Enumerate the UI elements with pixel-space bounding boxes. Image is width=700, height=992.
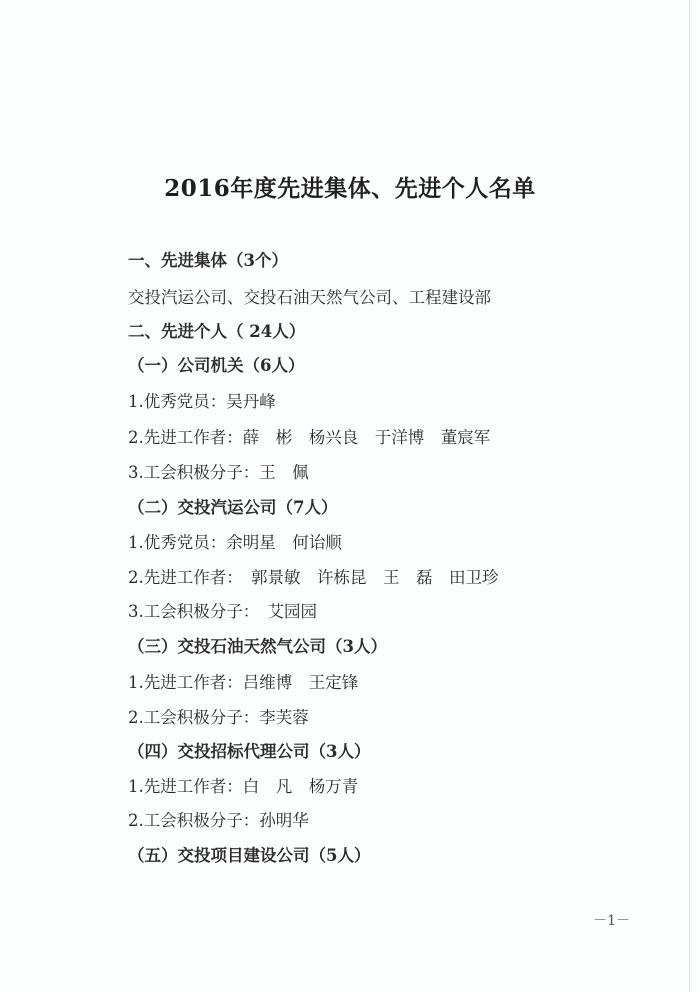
section-heading-individuals: 二、先进个人（ 24人） bbox=[128, 322, 306, 341]
list-item: 2.工会积极分子：李芙蓉 bbox=[128, 708, 309, 727]
page-number: －1－ bbox=[593, 913, 630, 929]
collectives-list: 交投汽运公司、交投石油天然气公司、工程建设部 bbox=[128, 288, 491, 307]
list-item: 2.先进工作者：薛 彬 杨兴良 于洋博 董宸军 bbox=[128, 428, 491, 447]
list-item: 1.优秀党员：吴丹峰 bbox=[128, 392, 276, 411]
subsection-heading-company-office: （一）公司机关（6人） bbox=[128, 356, 305, 375]
list-item: 1.先进工作者：白 凡 杨万青 bbox=[128, 777, 359, 796]
subsection-heading-project-construction: （五）交投项目建设公司（5人） bbox=[128, 846, 371, 865]
list-item: 2.先进工作者： 郭景敏 许栋昆 王 磊 田卫珍 bbox=[128, 568, 499, 587]
document-title: 2016年度先进集体、先进个人名单 bbox=[164, 175, 536, 202]
page-edge bbox=[689, 0, 690, 992]
list-item: 3.工会积极分子： 艾园园 bbox=[128, 602, 317, 621]
list-item: 2.工会积极分子：孙明华 bbox=[128, 811, 309, 830]
list-item: 1.先进工作者：吕维博 王定锋 bbox=[128, 673, 359, 692]
subsection-heading-tender-agency: （四）交投招标代理公司（3人） bbox=[128, 742, 371, 761]
section-heading-collectives: 一、先进集体（3个） bbox=[128, 251, 288, 270]
list-item: 1.优秀党员：余明星 何诒顺 bbox=[128, 533, 342, 552]
list-item: 3.工会积极分子：王 佩 bbox=[128, 463, 309, 482]
subsection-heading-petroleum-gas: （三）交投石油天然气公司（3人） bbox=[128, 637, 387, 656]
subsection-heading-transport: （二）交投汽运公司（7人） bbox=[128, 498, 338, 517]
